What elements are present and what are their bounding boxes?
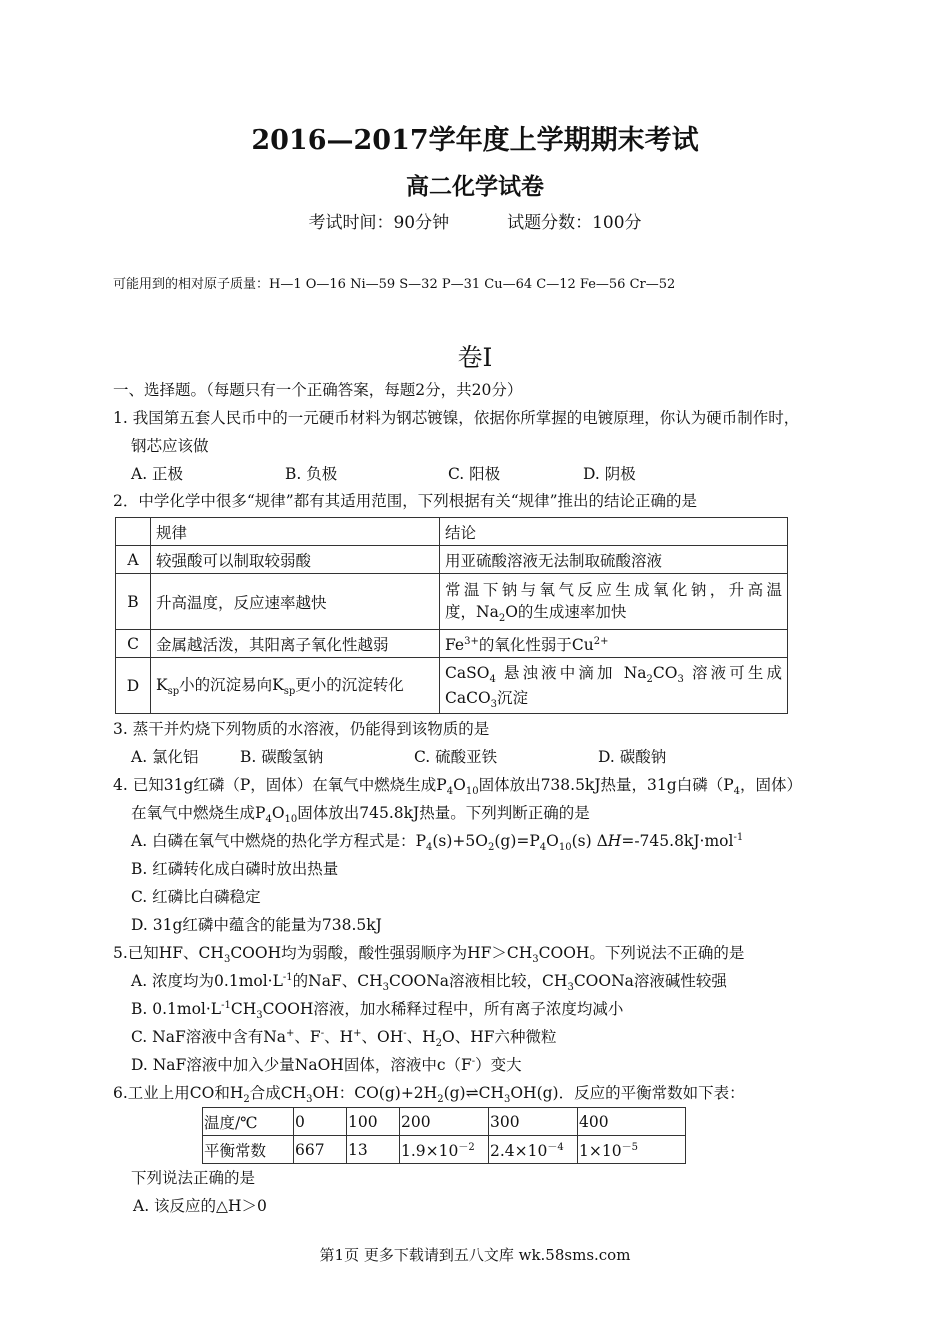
q6-stem: 6.工业上用CO和$H_2$合成$CH_3OH$：$CO(g)+2H_2(g)\rightleftharpoons CH_3OH(g)$．反应的平衡常数如下表： <box>113 1084 745 1106</box>
q5-option-d: D. NaF溶液中加入少量NaOH固体，溶液中c（F-）变大 <box>131 1055 522 1074</box>
q6-k-cell: $1.9\times 10^{-2}$ <box>400 1136 489 1164</box>
q4-option-b: B. 红磷转化成白磷时放出热量 <box>131 860 339 878</box>
q2-b-concl-line1: 常温下钠与氧气反应生成氧化钠，升高温 <box>445 581 782 600</box>
section-heading: 一、选择题。（每题只有一个正确答案，每题2分，共20分） <box>113 381 523 399</box>
q3-option-c: C. 硫酸亚铁 <box>414 748 498 766</box>
atomic-mass-note: 可能用到的相对原子质量：H—1 O—16 Ni—59 S—32 P—31 Cu—64 C—12 Fe—56 Cr—52 <box>113 277 676 292</box>
q6-temp-cell: 300 <box>489 1108 578 1136</box>
q1-option-b: B. 负极 <box>285 465 338 483</box>
volume-heading: 卷Ⅰ <box>457 343 493 372</box>
exam-meta <box>0 208 950 233</box>
q6-temp-cell: 0 <box>294 1108 347 1136</box>
q2-row-key: D <box>116 658 151 714</box>
table-row <box>203 1108 686 1136</box>
table-row <box>116 546 788 574</box>
q5-option-c: C. NaF溶液中含有Na+、F-、H+、OH-、$H_2O$、HF六种微粒 <box>131 1027 557 1050</box>
q6-k-cell: 667 <box>294 1136 347 1164</box>
q6-k-cell: $2.4\times 10^{-4}$ <box>489 1136 578 1164</box>
q4-stem-line2: 在氧气中燃烧生成$P_4O_{10}$固体放出745.8kJ热量。下列判断正确的是 <box>131 804 590 826</box>
q6-temp-cell: 400 <box>578 1108 686 1136</box>
q2-row-rule: 金属越活泼，其阳离子氧化性越弱 <box>151 630 440 658</box>
q3-option-b: B. 碳酸氢钠 <box>240 748 324 766</box>
q3-stem: 3. 蒸干并灼烧下列物质的水溶液，仍能得到该物质的是 <box>113 720 490 738</box>
q2-row-conclusion: 用亚硫酸溶液无法制取硫酸溶液 <box>440 546 788 574</box>
q6-after: 下列说法正确的是 <box>131 1169 256 1187</box>
q1-option-c: C. 阳极 <box>448 465 501 483</box>
q4-option-a: A. 白磷在氧气中燃烧的热化学方程式是：$P_4(s)+5O_2(g)=P_4O_{10}(s)$ ΔH=-745.8kJ·mol$^{-1}$ <box>131 831 744 854</box>
exam-title: 2016—2017学年度上学期期末考试 <box>251 125 699 156</box>
q2-row-key: C <box>116 630 151 658</box>
q2-stem: 2．中学化学中很多“规律”都有其适用范围，下列根据有关“规律”推出的结论正确的是 <box>113 492 698 510</box>
q1-stem-line1: 1. 我国第五套人民币中的一元硬币材料为钢芯镀镍，依据你所掌握的电镀原理，你认为硬币制作时， <box>113 409 800 427</box>
exam-subtitle: 高二化学试卷 <box>406 173 544 200</box>
table-row <box>116 658 788 714</box>
q6-k-cell: 13 <box>347 1136 400 1164</box>
table-row <box>116 630 788 658</box>
q2-row-key: B <box>116 574 151 630</box>
q2-header-rule: 规律 <box>151 518 440 546</box>
q5-option-b: B. $0.1mol\cdot L^{-1}CH_3COOH$溶液，加水稀释过程中，所有离子浓度均减小 <box>131 999 624 1022</box>
exam-score: 试题分数：100分 <box>507 213 642 233</box>
q2-row-key: A <box>116 546 151 574</box>
q2-header-conclusion: 结论 <box>440 518 788 546</box>
q4-option-d: D. 31g红磷中蕴含的能量为738.5kJ <box>131 916 382 934</box>
q2-row-rule: 升高温度，反应速率越快 <box>151 574 440 630</box>
q2-row-conclusion: 常温下钠与氧气反应生成氧化钠，升高温 度，$Na_2O$的生成速率加快 <box>440 574 788 630</box>
q6-temp-cell: 200 <box>400 1108 489 1136</box>
q5-stem: 5.已知HF、$CH_3COOH$均为弱酸，酸性强弱顺序为$HF>CH_3COOH$。下列说法不正确的是 <box>113 944 745 966</box>
q3-option-d: D. 碳酸钠 <box>598 748 667 766</box>
q2-row-rule: 较强酸可以制取较弱酸 <box>151 546 440 574</box>
q2-row-conclusion: $Fe^{3+}$的氧化性弱于$Cu^{2+}$ <box>440 630 788 658</box>
q1-option-d: D. 阴极 <box>583 465 636 483</box>
q6-temp-cell: 100 <box>347 1108 400 1136</box>
q1-option-a: A. 正极 <box>131 465 184 483</box>
q2-b-concl-line2: 的生成速率加快 <box>517 603 627 622</box>
table-row <box>116 574 788 630</box>
q2-table <box>115 517 788 714</box>
q2-row-conclusion: CaSO$_4$ 悬浊液中滴加 $Na_2CO_3$ 溶液可生成 CaCO$_3$沉淀 <box>440 658 788 714</box>
q1-stem-line2: 钢芯应该做 <box>131 437 209 455</box>
q5-option-a: A. 浓度均为$0.1mol\cdot L^{-1}$的NaF、$CH_3COONa$溶液相比较，$CH_3COONa$溶液碱性较强 <box>131 971 727 994</box>
q2-b-prefix: 度， <box>445 603 477 622</box>
q4-option-c: C. 红磷比白磷稳定 <box>131 888 261 906</box>
q3-option-a: A. 氯化铝 <box>131 748 199 766</box>
q6-k-label: 平衡常数 <box>203 1136 294 1164</box>
q6-table <box>202 1107 686 1164</box>
q6-k-cell: $1\times 10^{-5}$ <box>578 1136 686 1164</box>
table-row <box>203 1136 686 1164</box>
exam-time: 考试时间：90分钟 <box>308 213 450 233</box>
q4-stem-line1: 4. 已知31g红磷（P，固体）在氧气中燃烧生成$P_4O_{10}$固体放出738.5kJ热量，31g白磷（$P_4$，固体） <box>113 776 803 798</box>
q2-row-rule: $K_{sp}$小的沉淀易向$K_{sp}$更小的沉淀转化 <box>151 658 440 714</box>
page-footer: 第1页 更多下载请到五八文库 wk.58sms.com <box>319 1246 631 1264</box>
q6-temp-label: 温度/℃ <box>203 1108 294 1136</box>
q6-option-a: A. 该反应的△H＞0 <box>133 1197 267 1215</box>
